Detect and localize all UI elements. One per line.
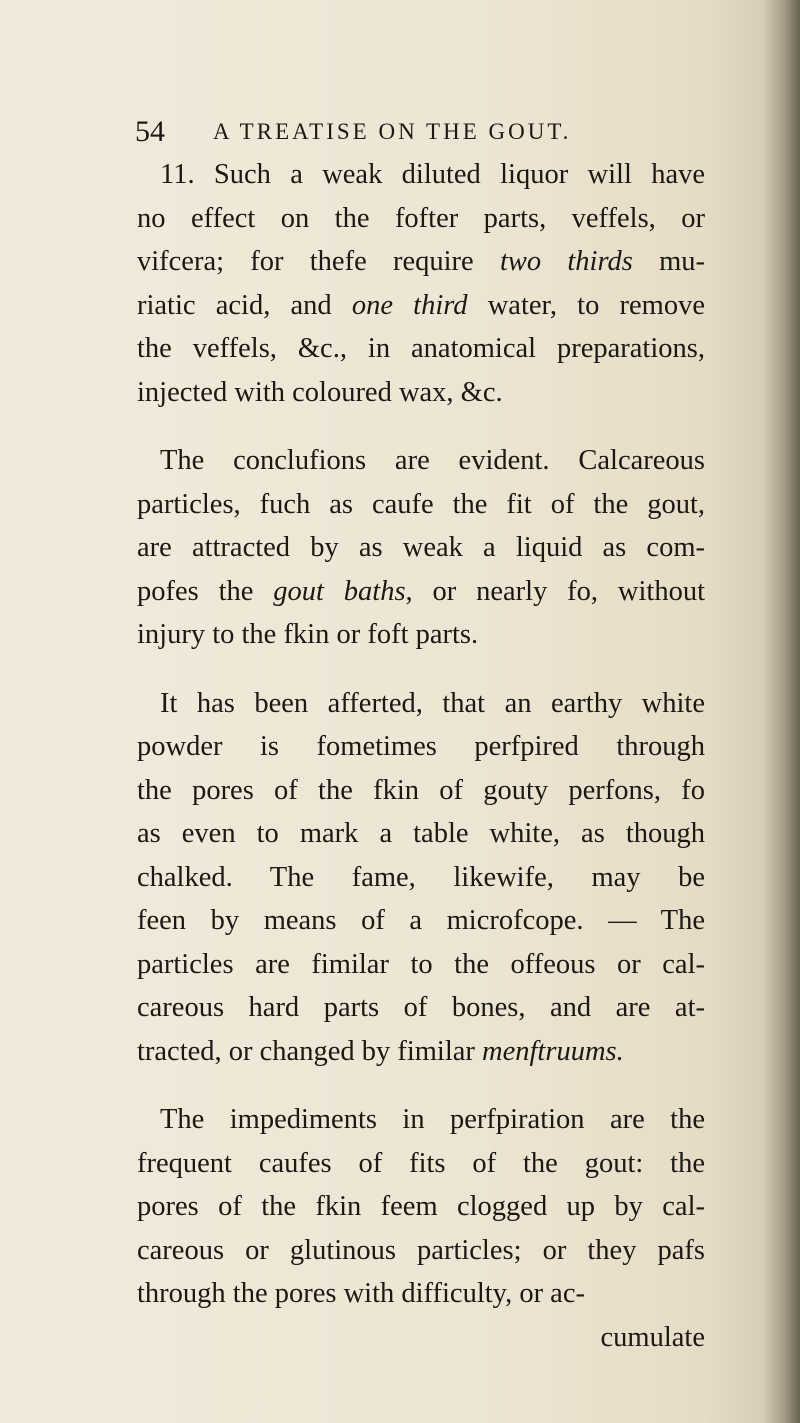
text-line: the pores of the fkin of gouty perfons, fo bbox=[137, 774, 705, 806]
text-line: feen by means of a microfcope. — The bbox=[137, 905, 705, 936]
body-text bbox=[137, 153, 705, 1359]
text-line: injected with coloured wax, &c. bbox=[137, 376, 503, 408]
running-title: A TREATISE ON THE GOUT. bbox=[213, 119, 572, 144]
paragraph-gap bbox=[137, 657, 705, 682]
text-line: chalked. The fame, likewife, may be bbox=[137, 861, 705, 893]
text-line: pores of the fkin feem clogged up by cal- bbox=[137, 1191, 705, 1222]
italic-phrase: menftruums. bbox=[482, 1035, 624, 1067]
paragraph bbox=[137, 1098, 705, 1316]
catchword: cumulate bbox=[600, 1321, 705, 1353]
text-line: careous or glutinous particles; or they pafs bbox=[137, 1234, 705, 1266]
text-line: careous hard parts of bones, and are at- bbox=[137, 992, 705, 1023]
paragraph-gap bbox=[137, 414, 705, 439]
text-line: 11. Such a weak diluted liquor will have bbox=[160, 159, 705, 190]
text-line: frequent caufes of fits of the gout: the bbox=[137, 1147, 705, 1179]
text-line: vifcera; for thefe require two thirds mu- bbox=[137, 246, 706, 277]
paragraph bbox=[137, 153, 705, 414]
text-line: particles, fuch as caufe the fit of the gout, bbox=[137, 488, 705, 520]
italic-phrase: two thirds bbox=[499, 246, 633, 277]
italic-phrase: one third bbox=[351, 289, 468, 321]
text-line: powder is fometimes perfpired through bbox=[137, 731, 705, 762]
text-line: It has been afferted, that an earthy white bbox=[160, 687, 705, 719]
text-line: riatic acid, and one third water, to remove bbox=[137, 289, 705, 321]
page-number: 54 bbox=[135, 115, 165, 148]
text-line: through the pores with difficulty, or ac- bbox=[137, 1278, 585, 1309]
text-line: as even to mark a table white, as though bbox=[137, 818, 705, 849]
paragraph bbox=[137, 439, 705, 657]
text-line: The conclufions are evident. Calcareous bbox=[160, 445, 705, 476]
text-line: tracted, or changed by fimilar menftruums. bbox=[137, 1035, 624, 1067]
paragraph-gap bbox=[137, 1073, 705, 1098]
text-line: no effect on the fofter parts, veffels, or bbox=[137, 202, 705, 234]
text-line: the veffels, &c., in anatomical preparations, bbox=[137, 333, 705, 364]
text-line: pofes the gout baths, or nearly fo, without bbox=[137, 575, 705, 607]
text-line: The impediments in perfpiration are the bbox=[160, 1104, 705, 1135]
italic-phrase: gout baths bbox=[273, 575, 406, 607]
text-line: injury to the fkin or foft parts. bbox=[137, 619, 479, 650]
paragraph bbox=[137, 682, 705, 1074]
page-edge-shadow bbox=[762, 0, 800, 1423]
text-line: particles are fimilar to the offeous or cal- bbox=[137, 948, 705, 980]
page-header bbox=[135, 112, 695, 152]
text-line: are attracted by as weak a liquid as com- bbox=[137, 532, 705, 563]
